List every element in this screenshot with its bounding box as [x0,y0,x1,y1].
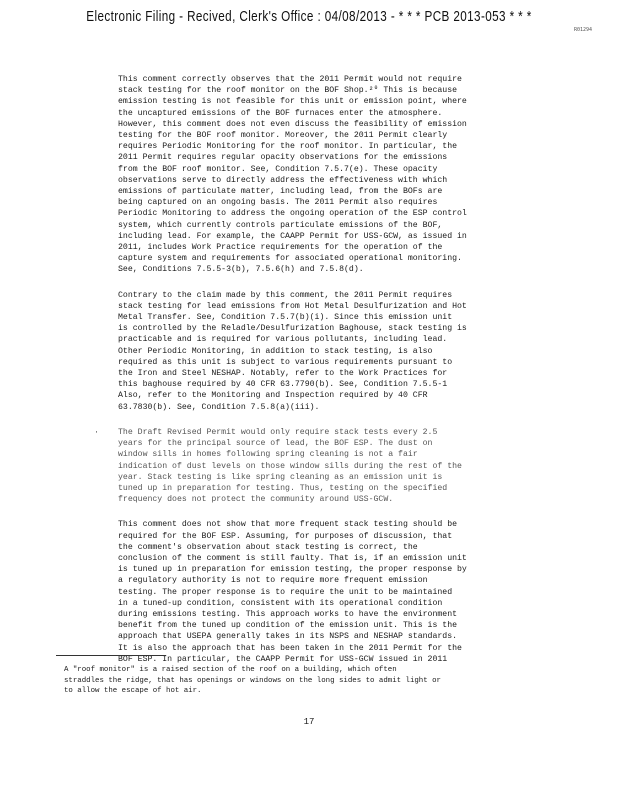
text-line: is tuned up in preparation for emission testing, the proper response by [118,565,467,575]
text-line: required as this unit is subject to various requirements pursuant to [118,357,453,367]
text-line: from the BOF roof monitor. See, Condition 7.5.7(e). These opacity [118,164,438,174]
text-line: system, which currently controls particulate emissions of the BOF, [118,220,443,230]
text-line: emissions of particulate matter, including lead, from the BOFs are [118,187,443,197]
text-line: Also, refer to the Monitoring and Inspection required by 40 CFR [118,391,428,401]
text-line: emission testing is not feasible for this unit or emission point, where [118,97,467,107]
text-line: year. Stack testing is like spring cleaning as an emission unit is [118,472,443,482]
text-line: capture system and requirements for associated operational monitoring. [118,254,462,264]
footnote-line: A "roof monitor" is a raised section of the roof on a building, which often [64,666,397,674]
text-line: practicable and is required for various pollutants, including lead. [118,335,448,345]
text-line: this baghouse required by 40 CFR 63.7790(b). See, Condition 7.5.5-1 [118,380,448,390]
text-line: observations serve to directly address the effectiveness with which [118,175,448,185]
text-line: 63.7830(b). See, Condition 7.5.8(a)(iii). [118,402,320,412]
text-line: conclusion of the comment is still faulty. That is, if an emission unit [118,553,467,563]
page-number: 17 [303,717,315,727]
text-line: being captured on an ongoing basis. The 2011 Permit also requires [118,198,438,208]
text-line: 2011 Permit requires regular opacity observations for the emissions [118,153,448,163]
text-line: requires Periodic Monitoring for the roof monitor. In particular, the [118,142,458,152]
text-line: BOF ESP. In particular, the CAAPP Permit for USS-GCW issued in 2011 [118,654,448,664]
text-line: indication of dust levels on those window sills during the rest of the [118,461,462,471]
document-stamp: R01294 [573,27,592,33]
text-line: 2011, includes Work Practice requirements for the operation of the [118,243,443,253]
footnote-line: to allow the escape of hot air. [64,687,202,696]
paragraph-roof-monitor [118,74,530,276]
text-line: Periodic Monitoring to address the ongoing operation of the ESP control [118,209,467,219]
text-line: testing for the BOF roof monitor. Moreover, the 2011 Permit clearly [118,131,448,141]
footnote-divider [56,655,166,656]
paragraph-stack-testing [118,290,530,413]
text-line: This comment correctly observes that the 2011 Permit would not require [118,75,462,84]
text-line: during emissions testing. This approach works to have the environment [118,609,458,619]
text-line: approach that USEPA generally takes in its NSPS and NESHAP standards. [118,632,458,642]
text-line: frequency does not protect the community around USS-GCW. [118,495,394,505]
text-line: stack testing for the roof monitor on the BOF Shop.²⁰ This is because [118,86,458,96]
text-line: is controlled by the Reladle/Desulfurization Baghouse, stack testing is [118,324,467,334]
text-line: However, this comment does not even discuss the feasibility of emission [118,119,467,129]
text-line: tuned up in preparation for testing. Thus, testing on the specified [118,483,448,493]
text-line: years for the principal source of lead, the BOF ESP. The dust on [118,439,433,449]
bullet-marker: · [94,427,99,437]
text-line: a regulatory authority is not to require more frequent emission [118,576,428,586]
paragraph-response [118,519,530,665]
text-line: stack testing for lead emissions from Hot Metal Desulfurization and Hot [118,301,467,311]
footnote [64,665,441,697]
text-line: This comment does not show that more frequent stack testing should be [118,520,458,530]
page-body [94,74,530,679]
text-line: window sills in homes following spring cleaning is not a fair [118,450,418,460]
text-line: Other Periodic Monitoring, in addition to stack testing, is also [118,346,433,356]
text-line: Metal Transfer. See, Condition 7.5.7(b)(i). Since this emission unit [118,313,453,323]
text-line: The Draft Revised Permit would only require stack tests every 2.5 [118,427,438,437]
text-line: benefit from the tuned up condition of the emission unit. This is the [118,621,458,631]
text-line: the Iron and Steel NESHAP. Notably, refer to the Work Practices for [118,369,448,379]
text-line: required for the BOF ESP. Assuming, for purposes of discussion, that [118,531,453,541]
text-line: See, Conditions 7.5.5-3(b), 7.5.6(h) and 7.5.8(d). [118,265,364,275]
comment-item [94,427,530,505]
text-line: the uncaptured emissions of the BOF furnaces enter the atmosphere. [118,108,443,118]
text-line: testing. The proper response is to require the unit to be maintained [118,587,453,597]
footnote-line: straddles the ridge, that has openings or windows on the long sides to admit light or [64,676,441,685]
text-line: in a tuned-up condition, consistent with its operational condition [118,598,443,608]
text-line: Contrary to the claim made by this comment, the 2011 Permit requires [118,290,453,300]
text-line: the comment's observation about stack testing is correct, the [118,542,418,552]
text-line: including lead. For example, the CAAPP Permit for USS-GCW, as issued in [118,231,467,241]
filing-header: Electronic Filing - Recived, Clerk's Office : 04/08/2013 - * * * PCB 2013-053 * * * [86,8,532,25]
text-line: It is also the approach that has been taken in the 2011 Permit for the [118,643,462,653]
